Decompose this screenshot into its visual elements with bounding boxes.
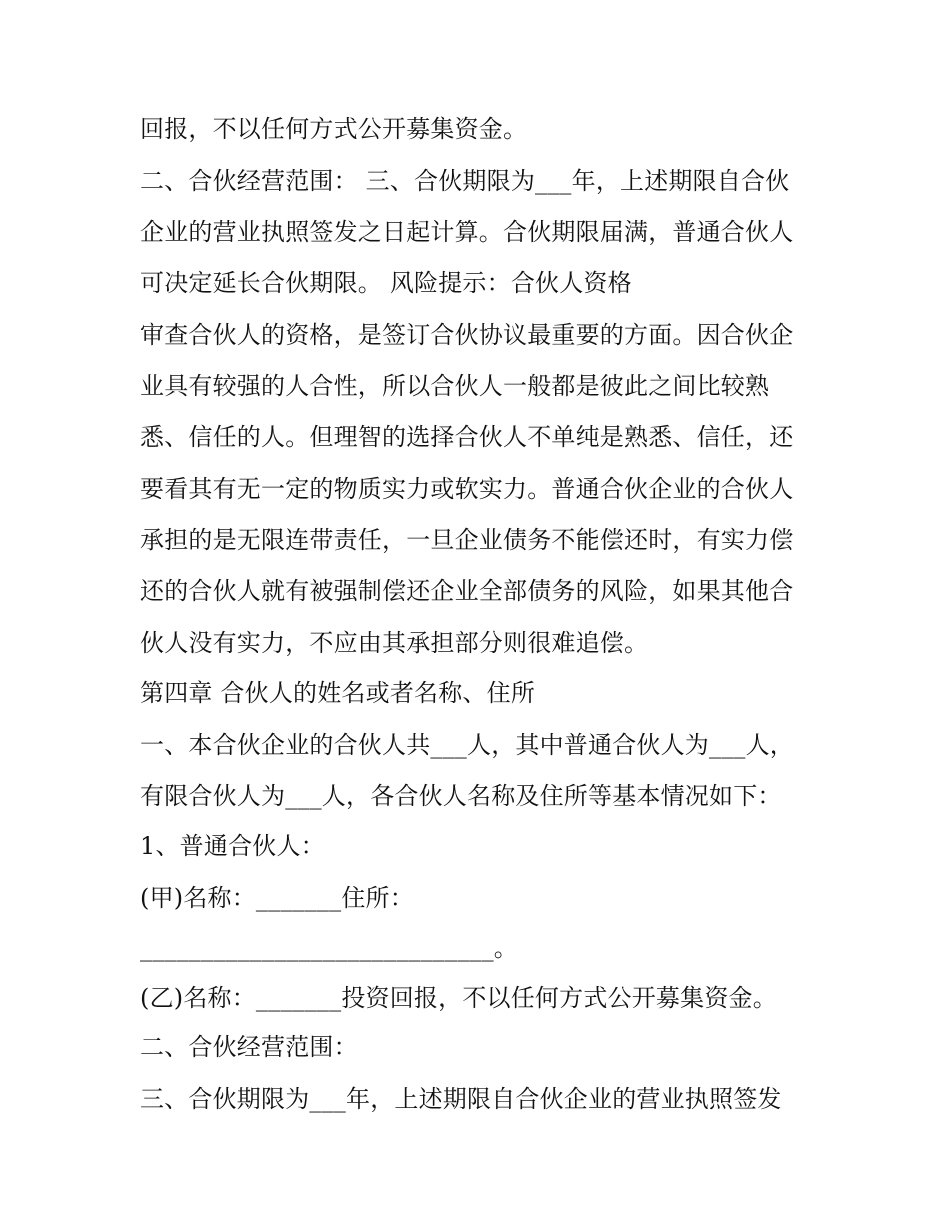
text-line: (甲)名称：_______住所：	[140, 884, 414, 912]
text-line: 可决定延长合伙期限。 风险提示：合伙人资格	[140, 269, 632, 297]
text-line: 业具有较强的人合性，所以合伙人一般都是彼此之间比较熟	[140, 372, 770, 400]
text-line: 三、合伙期限为___年，上述期限自合伙企业的营业执照签发	[140, 1085, 782, 1113]
text-line: _____________________________。	[140, 934, 518, 962]
text-line: 回报，不以任何方式公开募集资金。	[140, 115, 528, 143]
text-line: 二、合伙经营范围： 三、合伙期限为___年，上述期限自合伙	[140, 167, 790, 195]
text-line: (乙)名称：_______投资回报，不以任何方式公开募集资金。	[140, 984, 777, 1012]
text-line: 伙人没有实力，不应由其承担部分则很难追偿。	[140, 629, 649, 657]
chapter-heading: 第四章 合伙人的姓名或者名称、住所	[140, 679, 536, 707]
text-line: 悉、信任的人。但理智的选择合伙人不单纯是熟悉、信任，还	[140, 423, 794, 451]
text-line: 一、本合伙企业的合伙人共___人，其中普通合伙人为___人，	[140, 731, 794, 759]
text-line: 要看其有无一定的物质实力或软实力。普通合伙企业的合伙人	[140, 475, 794, 503]
text-line: 二、合伙经营范围：	[140, 1033, 358, 1061]
text-line: 还的合伙人就有被强制偿还企业全部债务的风险，如果其他合	[140, 577, 794, 605]
text-line: 审查合伙人的资格，是签订合伙协议最重要的方面。因合伙企	[140, 321, 794, 349]
text-line: 1、普通合伙人：	[140, 832, 325, 860]
text-line: 承担的是无限连带责任，一旦企业债务不能偿还时，有实力偿	[140, 526, 794, 554]
text-line: 有限合伙人为___人，各合伙人名称及住所等基本情况如下：	[140, 782, 782, 810]
text-line: 企业的营业执照签发之日起计算。合伙期限届满，普通合伙人	[140, 218, 794, 246]
